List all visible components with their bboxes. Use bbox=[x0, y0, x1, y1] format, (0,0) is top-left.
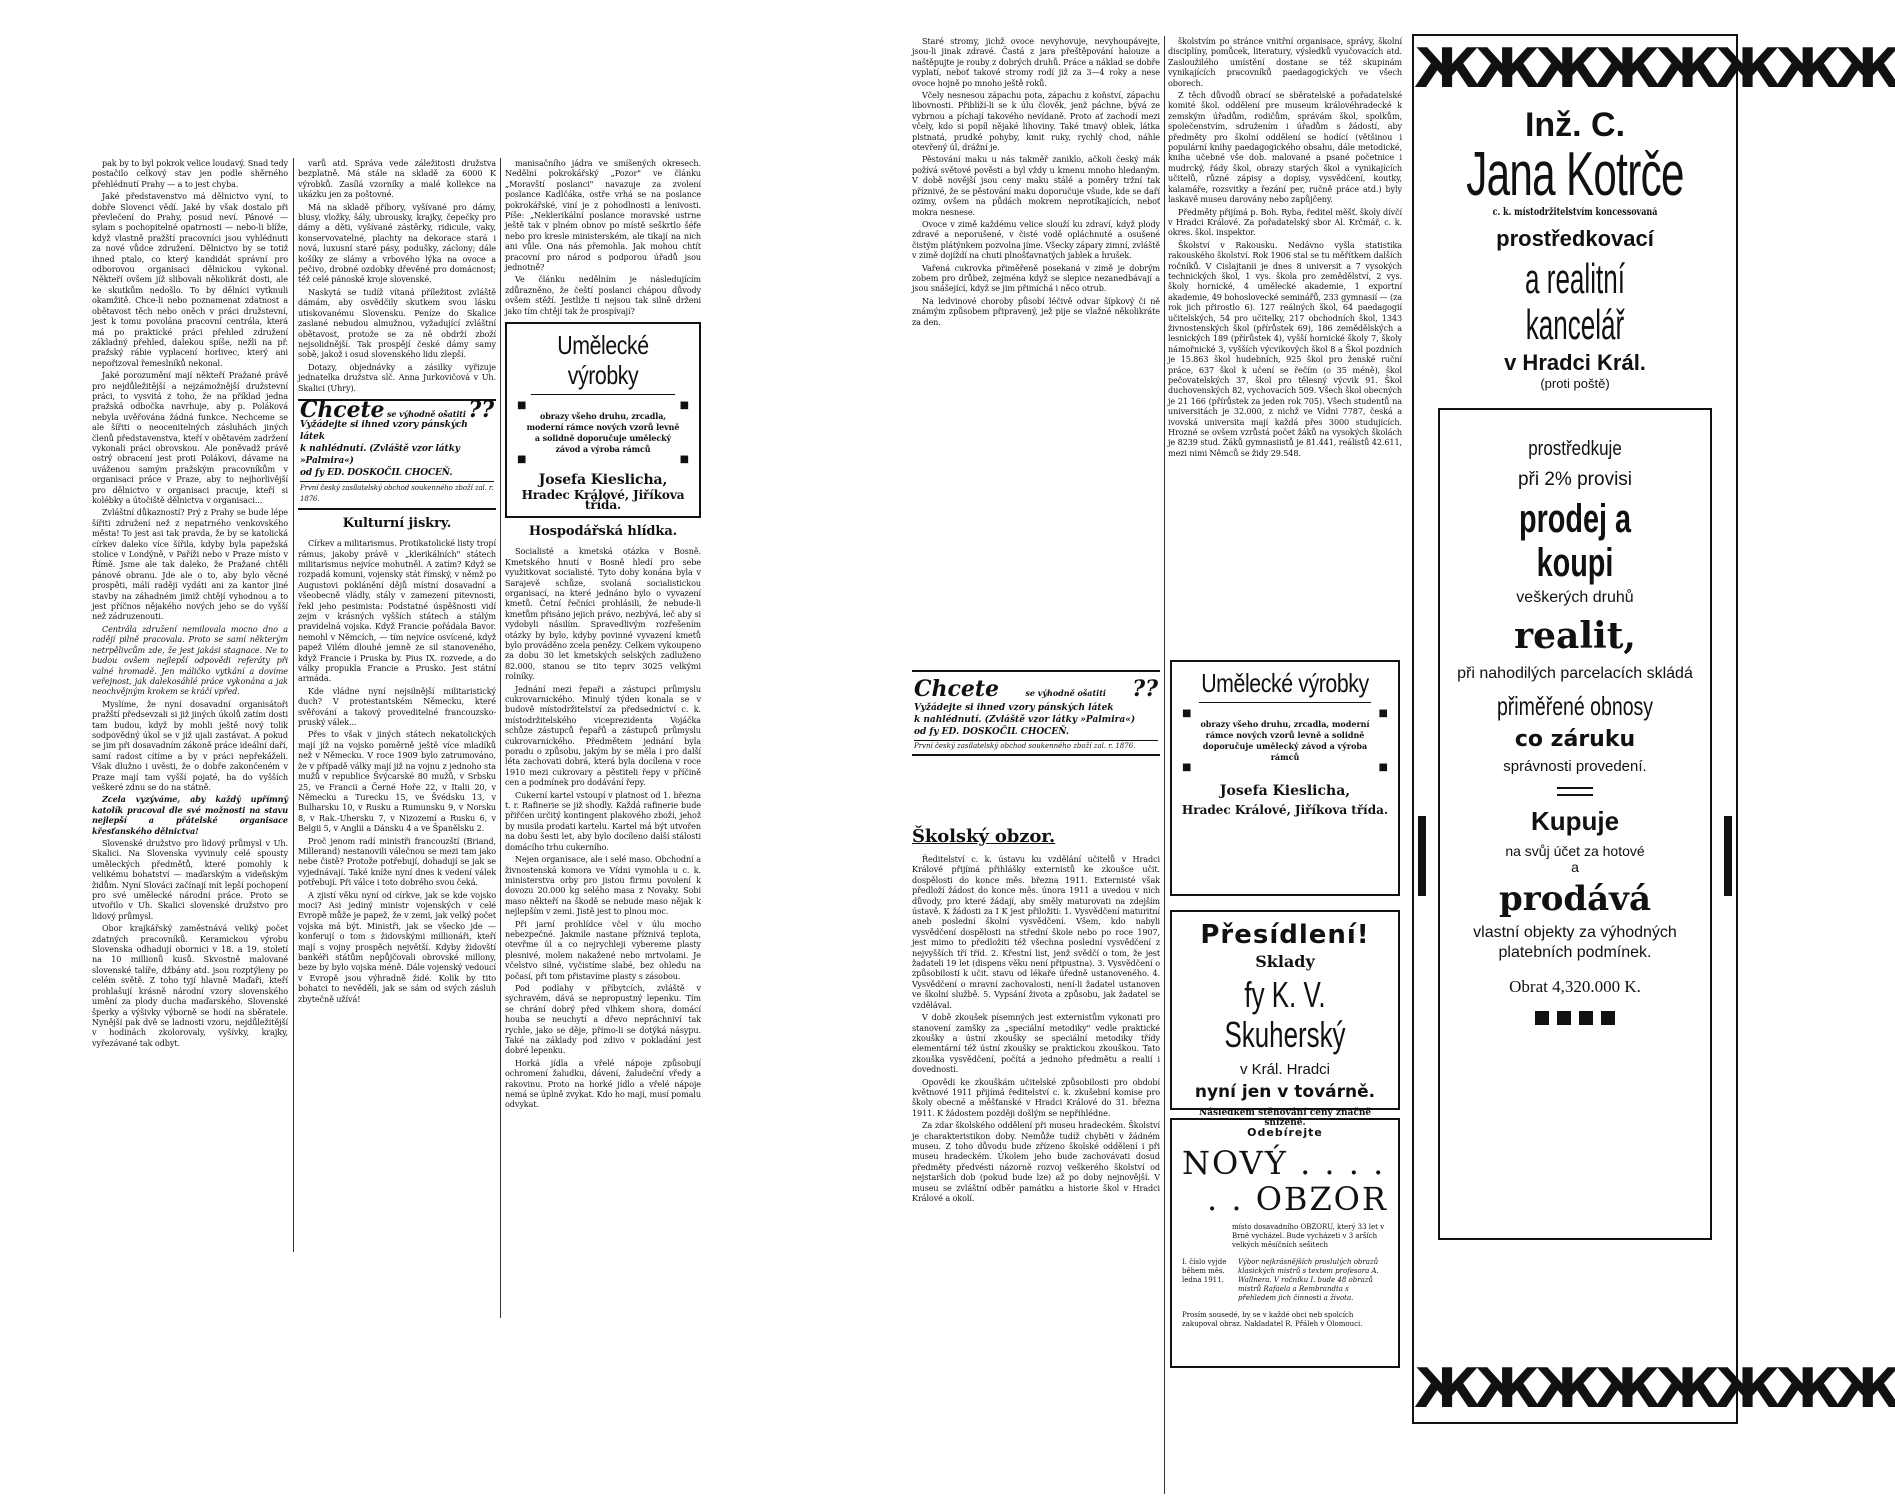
paragraph: Školství v Rakousku. Nedávno vyšla statistika rakouského školství. Rok 1906 stal se tu měřítkem dalších ročníků. V Cislajtanii je dnes 8 universit a 7 vysokých technických škol, 1 vys. škola pro zemědělství, 2 vys. školy hornické, 4 umělecké akademie, 1 exportní akademie, 49 bohoslovecké seminářů, 233 gymnasií — (za rok jich přirostlo 6). 127 reálných škol, 64 paedagogií učitelských, 54 pro učitelky, 217 obchodních škol, 1343 živnostenských škol (přírůstek 69), 186 zemědělských a lesnických 189 (přírůstek 4), vyšší hornické školy 7, školy námořnické 3, vyšších výcvikových škol 8 a Škol pozdních je 15.863 škol hudebních, 925 škol pro ženské ruční práce, 637 škol k učení se řečím (o 35 méně), škol pečovatelských 37, škol pro tělesný výcvik 91. Škol duchovenských 82, vychovacích 509. Všech škol obecných je 21 166 (přírůstek za jeden rok 705). Všech studentů na universitách je 32.000, z nichž ve Vídni 7787, česká a ivovská universita mají každá přes 3000 studujících. Hrozné se ovšem vzrůstá počet žáků na vysokých školách je 8239 stud. Žáků gymnasiistů je 81.441, reálistů 42.611, mezi nimi Němců se židy 29.548. bbox=[1168, 239, 1402, 458]
ad-line: . . OBZOR bbox=[1207, 1180, 1388, 1218]
paragraph: Dotazy, objednávky a zásilky vyřizuje jednatelka družstva slč. Anna Jurkovičová v Uh. Skalici (Uhry). bbox=[298, 361, 496, 393]
ad-firm: Josefa Kieslicha, bbox=[538, 472, 668, 489]
ad-inner-box bbox=[1438, 408, 1712, 1240]
paragraph: Pod podlahy v příbytcích, zvláště v sychravém, dává se nepropustný lepenku. Tím se chrání dobrý před vlhkem shora, domácí houba se neuchytí a dřevo nepráchniví tak rychle, jako se děje, přímo-li se dotýká násypu. Také na základy pod zdivo v pokladání jest dobré lepenku. bbox=[505, 982, 701, 1056]
paragraph: pak by to byl pokrok velice loudavý. Snad tedy postačilo celkový stav jen podle shěrného přehlédnutí Prahy — a to jest chyba. bbox=[92, 158, 288, 189]
left-col-2 bbox=[298, 158, 496, 1252]
ad-row bbox=[1182, 1258, 1388, 1303]
ad-chcete bbox=[912, 670, 1160, 756]
paragraph: Při jarní prohlídce včel v úlu mocho nebezpečné. Jakmile nastane příznivá teplota, otevřme úl a co nejrychleji vybereme plasty plesnivé, molem nakažené nebo mrtvolami. Je včelstvo silné, vyčistíme slabé, bez ohledu na počasí, při tom přistavíme plasty s zásobou. bbox=[505, 918, 701, 981]
paragraph: Naskytá se tudíž vítaná příležitost zvláště dámám, aby osvědčily skutkem svou lásku utiskovanému Slovensku. Peníze do Skalice zaslané nebudou almužnou, vyžadující zvláštní obětavost, protože se za ně obdrží zboží nejsolidnější. Tak prospějí české dámy samy sobě, jakož i osud slovenského lidu zlepší. bbox=[298, 286, 496, 360]
paragraph: V době zkoušek písemných jest externistům vykonati pro stanovení zamšky za „speciální metodiky" vedle praktické zkoušky a ústní zkoušky se speciální metodiky třídy elementární též ústní zkoušky se praktickou zkouškou. Tato zkouška vysvědčení, počítá a jednoho předmětu a realií i dovednosti. bbox=[912, 1012, 1160, 1075]
side-bar bbox=[1724, 816, 1732, 896]
ad-line: prostředkovací bbox=[1496, 226, 1654, 251]
ad-line: v Hradci Král. bbox=[1504, 350, 1646, 375]
ad-line: vlastní objekty za výhodných platebních podmínek. bbox=[1473, 924, 1677, 961]
paragraph: Jaké představenstvo má dělnictvo vyní, to dobře Slovenci vědí. Jaké by však dostalo při převlečení do Prahy, posud neví. Pánové — sylam s pochopitelné opatrnosti — nebo-li blíže, když vlastně pražští pracovníci jsou vyhlédnuti za nové vůdce združení. Dělnictvo by se totiž ihned ptalo, co který kandidát správní pro odborovou organisaci dělnickou vykonal. Někteří ovšem jíž slibovali několikrát dosti, ale ke skutkům nedošlo. To by dělníci vytknuli okamžitě. Chce-li nebo poznamenat zdatnost a obětavost těch nebo oněch v práci družstevní, jest k tomu povolána pracovní centrála, která má po praktické práci přehled združení základný přehled, dalekou spíše, nežli na př. pražský rábie vyplacení horlivec, který ani nepořizoval řemeslníků nekonal. bbox=[92, 191, 288, 368]
ad-body: obrazy všeho druhu, zrcadla, moderní rámce nových vzorů levně a solidně doporučuje umělecký závod a výroba rámců bbox=[526, 411, 680, 455]
ad-line: veškerých druhů bbox=[1516, 589, 1634, 606]
left-col-1 bbox=[92, 158, 288, 1252]
ad-foot: První český zasílatelský obchod soukenného zboží zal. r. 1876. bbox=[300, 481, 494, 504]
paragraph: Ovoce v zimě každému velice slouží ku zdraví, když plody zdravé a neporušené, v čisté vodě opláchnuté a osušené čistým plátýnkem pozvolna jíme. Všecky zápary zimní, zvláště v zimě dojíždí na chuti plnošťavnatých jablek a hrušek. bbox=[912, 218, 1160, 261]
paragraph: Včely nesnesou zápachu pota, zápachu z koňství, zápachu libovnosti. Přiblíží-li se k úlu člověk, jenž páchne, bývá ze vybrnou a píchají takového nevídaně. Proto ať zachodí mezi včely, kdo si popíl nějaké lihoviny. Také tmavý oblek, látka plstnatá, prudké pohyby, kmit ruky, rychlý chod, náhle otevřený úl, drážní je. bbox=[912, 90, 1160, 153]
ornament-bottom: ЖЖ ЖЖ ЖЖ ЖЖ bbox=[1414, 1357, 1895, 1420]
paragraph: Socialisté a kmetská otázka v Bosně. Kmetského hnutí v Bosně hledí pro sebe využitkovat socialisté. Tyto doby konána byla v Sarajevě schůze, svolaná socialistickou organisací, na které jednáno bylo o vyvazení kmetů. Četní řečníci prohlásili, že nebude-li kmetům přisáno jejich právo, nezbývá, leč aby si vydobyli násilím. Spravedlivým rozřešením otázky by bylo, kdyby povinné vyvazení kmetů bylo prováděno zcela penězy. Celkem vykoupeno za dobu 30 let kmetských selských zadluženo 82.000, stanou se tito teprv 3025 velkými rolníky. bbox=[505, 546, 701, 682]
ad-novy-obzor bbox=[1170, 1118, 1400, 1368]
ad-title: Umělecké výrobky bbox=[1199, 668, 1371, 703]
ad-line: Kupuje bbox=[1530, 806, 1620, 836]
ad-line: Prosím sousedé, by se v každé obci neb spolcích zakupoval obraz. Nakladatel R. Přáleh v Olomouci. bbox=[1182, 1311, 1363, 1328]
ad-ornament-row: ■ ■ bbox=[517, 454, 689, 466]
ad-realitni-kancelar bbox=[1412, 34, 1895, 1424]
ad-line: na svůj účet za hotové bbox=[1505, 843, 1645, 859]
paragraph: Ředitelství c. k. ústavu ku vzdělání učitelů v Hradci Králové přijímá přihlášky externistů ke zkoušce učit. dospělosti do konce měs. března 1911. Externisté však předloží žádost do konce měs. února 1911 a uvedou v nich důvody, pro které žádají, aby směly maturovati na zdejším ústavě. K žádosti za I K jest přiložiti: 1. Vysvědčení maturitní aneb poslední školní vysvědčení. Všem, kdo nabyli vysvědčení dospělosti na střední škole nebo po roce 1907, jest mimo to předložiti též všechna poslední vysvědčení z nejvyšších tří tříd. 2. Křestní list, jenž svědčí o tom, že jest žadateli 19 let (dispens věku není připustna). 3. Vysvědčení o způsobilosti k učit. stavu od lékaře úředně ustanoveného. 4. Vysvědčení o mravní zachovalosti, není-li žadatel ustanoven ve školní službě. 5. Vypsání života a způsobu, jak žadatel se vzdělával. bbox=[912, 854, 1160, 1010]
ad-body: obrazy všeho druhu, zrcadla, moderní rámce nových vzorů levně a solidně doporučuje umělecký závod a výroba rámců bbox=[1200, 719, 1370, 762]
paragraph: Nejen organisace, ale i selé maso. Obchodní a živnostenská komora ve Vídni vymohla u c. k. ministerstva orby pro jistou firmu povolení k dovozu 20.000 kg selého masa z Novaky. Sobi maso někteří na škodě se nebude maso nějak k nejlepším v zemi. Jistě jest to plnou moc. bbox=[505, 854, 701, 917]
paragraph: Z těch důvodů obrací se sběratelské a pořadatelské komité škol. oddělení pre museum královéhradecké k zemským úřadům, rodičům, správám škol, spolkům, společenstvím, sdružením i úřadům s žádostí, aby předměty pro školní oddělení se hodící (většinou i populární knihy paedagogického obsahu, dále metodické, kniha učebné vše dob. malované a psané početnice i mudrcký, řády škol, obrazy starých škol a vynikajících učitelů, různé zápisy a dopisy, vysvědčení, koutky, kalamáře, rozsvitky a řezání per, ručně práce atd.) byly laskavě museu darovány nebo zapůjčeny. bbox=[1168, 90, 1402, 205]
paragraph: Horká jídla a vřelé nápoje způsobují ochromení žaludku, dávení, žaludeční vředy a rakovinu. Proto na horké jídlo a vřelé nápoje nemá se úplně zvykat. Kdo ho mají, musí pomalu odvykat. bbox=[505, 1057, 701, 1110]
paragraph: manisačního jádra ve smíšených okresech. Nedělní pokrokářský „Pozor" ve článku „Moravští poslanci" navazuje za zvolení poslance Kadlčáka, ostře vrhá se na poslance pokrokářské, viní je z pohodlnosti a lenivosti. Píše: „Neklerikální poslance moravské ustrne ještě tak v plném obnov po místě seškrtlo šéfe nebo pro kresle ministerském, ale tikají na nich ani vůle. Ona nás přemohla. Jak mohou chtít pracovní pro národ s podporou úřadů jsou jednotně? bbox=[505, 158, 701, 273]
paragraph: Přes to však v jiných státech nekatolických mají jíž na vojsko poměrně ještě více mladíků než v Německu. V roce 1909 bylo zatrumováno, že v případě války mají již na vojnu z jednoho sta mužů v republice Švýcarské 80 mužů, v Srbsku 25, ve Francii a Černé Hoře 22, v Italii 20, v Německu a Turecku 15, ve Švédsku 13, v Bulharsku 10, v Rusku a Rumunsku 9, v Norsku 8, v Rak.-Uhersku 7, v Nizozemí a Rusku 6, v Belgii 5, v Anglii a Dánsku 4 a ve Španělsku 2. bbox=[298, 729, 496, 834]
paragraph: Jaké porozumění mají někteří Pražané právě pro nejdůležitější a nejzámožnější družstevní práci, to vysvitá z toho, že na příklad jedna pražská odbočka navrhuje, aby p. Poláková nebyla uvěřována žádná funkce. Nechceme se ale šířiti o neocenitelných zásluhách jiných členů představenstva, kteří v obětavém zadržení vykonali práci obrovskou. Ale poněvadž právě ostrý obracení jest proti Polákovi, dávame na uváženou samým pražským pracovníkům v organisaci práce v Praze, aby to nejhorlivější pro dělnictvo v organisaci pracuje, kteří si kolébky a útočiště dělnictva v organisaci... bbox=[92, 370, 288, 505]
ad-chcete-head: Chcete se výhodně ošatiti ?? bbox=[300, 396, 494, 423]
ad-line: a realitní kancelář bbox=[1525, 255, 1625, 348]
ad-line: při 2% provisi bbox=[1517, 469, 1633, 490]
ornament-squares bbox=[1450, 1011, 1700, 1025]
ad-ornament-row: ■ ■ bbox=[1182, 708, 1388, 719]
ad-line: Jana Kotrče bbox=[1466, 140, 1684, 209]
ad-line: a bbox=[1571, 859, 1579, 875]
ad-line: Přesídlení! bbox=[1200, 920, 1370, 950]
right-page bbox=[900, 0, 1895, 1501]
ad-line: k nahlédnutí. (Zvláště vzor látky »Palmira«) bbox=[914, 715, 1136, 725]
ad-line: místo dosavadního OBZORU, který 33 let v Brně vycházel. Bude vycházeti v 3 arších velkých měsíčních sešitech bbox=[1232, 1223, 1385, 1249]
column-rule bbox=[293, 158, 294, 1252]
ad-line: Následkem stěhování ceny značně snížené. bbox=[1198, 1108, 1372, 1128]
paragraph: Církev a militarismus. Protikatolické listy tropí rámus, jakoby právě v „klerikálních" státech militarismus nejvíce mohutněl. A zatím? Když se rozpadá komuni, vojensky stát římský, v němž po Augustovi poklánění dějů místní dosavadní a všeobecně vládly, stály v zamezení pitevnosti, řekl jeho pesimista: Podstatné úspěšnosti vidí zejm v krásných vyšších státech a stálým pravidelná vojska. Když Francie pořádala Bavor. nemohl v Němcích, — tím nejvíce osvícené, když papež Vilém dlouhé jemně ze sil stanoveného, když Francie i Pruska by. Pius IX. rozvede, a do války propukla Francie a Prusko. Jest státní armáda. bbox=[298, 538, 496, 684]
ornament-top: ЖЖ ЖЖ ЖЖ ЖЖ bbox=[1414, 37, 1895, 100]
ad-line: prostředkuje bbox=[1528, 438, 1622, 460]
ad-umelecke-vyrobky bbox=[505, 322, 701, 518]
paragraph: Pěstování maku u nás takměř zaniklo, ačkoli český mák požívá světové pověsti a byl vždy u kmenu mnoho hledaným. V době novější jsou ceny maku stálé a poměry tržní tak příznivé, že se pěstování maku doporučuje všude, kde se daří ozimy, ovšem na půdách mokrem neprotíkajících, neboť mokra nesnese. bbox=[912, 154, 1160, 217]
ad-line: prodává bbox=[1499, 879, 1651, 919]
paragraph: Ve článku nedělním je následujícím zdůrazněno, že čeští poslanci chápou důvody ovšem stěží. Jestliže ti nejsou tak silně drženi jako tím chtějí tak že prospívají? bbox=[505, 274, 701, 316]
paragraph: Vařená cukrovka přiměřeně posekaná v zimě je dobrým zobem pro drůbež, zejména když se slepice nezanedbávají a jsou snášející, když se jim přimíchá i něco otrub. bbox=[912, 262, 1160, 294]
paragraph: varů atd. Správa vede záležitosti družstva bezplatně. Má stále na skladě za 6000 K výrobků. Zasílá vzorníky a malé kollekce na ukázku jen za poštovné. bbox=[298, 158, 496, 200]
ad-line: NOVÝ . . . . bbox=[1182, 1144, 1386, 1182]
paragraph: Za zdar školského oddělení při museu hradeckém. Školství je charakteristikon doby. Nemůže tudíž chyběti v žádném museu. Z toho důvodu bude zřízeno školské oddělení i při museu hradeckém. Úkolem jeho bude zachovávati dosud předměty předvésti názorně rozvoj veškerého školství od nejstarších dob (pokud bude lze) až po doby nejnovější. V museu se zvláštní odběr památku a historie škol v Hradci Králové a okolí. bbox=[912, 1120, 1160, 1203]
paragraph: Proč jenom radí ministři francouzští (Briand, Millerand) nestanovili válečnou se mezi tam jako nebe čistě? Protože potřebují, dohadují se jak se vyjednávají. Také kníže nyní dnes k vedení válek potřebují. Při válce i toto dobrého svou čeká. bbox=[298, 835, 496, 888]
paragraph: Jednání mezi řepaři a zástupci průmyslu cukrovarnického. Minulý týden konala se v budově místodržitelství za předsednictví c. k. místodržitelského viceprezidenta Vojáčka schůze zástupců řepařů a zástupců průmyslu cukrovarnického. Předmětem jednání byla poradu o způsobu, jakým by se měla i pro další léta zachovati dobrá, která byla docílena v roce 1910 mezi cukrovary a pěstiteli řepy v příčině cen a podmínek pro dodávání řepy. bbox=[505, 683, 701, 788]
ad-line: v Král. Hradci bbox=[1239, 1061, 1331, 1078]
ad-line: c. k. místodržitelstvím koncessovaná bbox=[1492, 207, 1658, 218]
section-title-hospodarska: Hospodářská hlídka. bbox=[528, 524, 678, 540]
left-col-3 bbox=[505, 158, 701, 1318]
ad-chcete-head: Chcete se výhodně ošatiti ?? bbox=[914, 676, 1158, 702]
paragraph: Kde vládne nyní nejsilnější militaristický duch? V protestantském Německu, které svěřování a takový proveditelné francouzsko-pruský válek... bbox=[298, 685, 496, 728]
double-rule bbox=[1557, 787, 1593, 796]
ad-line: od fy ED. DOSKOČIL CHOCEŇ. bbox=[914, 727, 1069, 737]
ad-line: co záruku bbox=[1514, 727, 1636, 752]
ad-presidleni bbox=[1170, 910, 1400, 1128]
paragraph: Předměty přijímá p. Boh. Ryba, ředitel měšť. školy dívčí v Hradci Králové. Za pořadatelský sbor Al. Krčmář, c. k. okres. škol. inspektor. bbox=[1168, 206, 1402, 238]
ad-umelecke-vyrobky bbox=[1170, 660, 1400, 896]
ad-line: Vyžádejte si ihned vzory pánských látek bbox=[300, 420, 468, 443]
paragraph: Myslíme, že nyní dosavadní organisátoři pražští předsevzali si již jiných úkolů zatím dosti tam budou, když by mohli ještě nový tolik sodpovědný úkol se v již ujali zastávat. A pokud se jim při dosavadním zákoně práce ideální daří, samí radost cítíme a by v práci nepřekáželi. Však dlužno i uvěsti, že o dobře zakončeném v Praze mají tam vyšší pojaté, ba do vyšších veškeré zdnu se do na státně. bbox=[92, 698, 288, 792]
ad-ornament-row: ■ ■ bbox=[517, 400, 689, 412]
paragraph: Centrála združení nemilovala mocno dno a radějí pilně pracovala. Proto se samí některým netrpělivcům zde, že jest jakási stagnace. Ne to budou ovšem nejlepší odpovědi referáty při valné hromadě. Jen máličko vytkání a dovíme veřejnost, jak dalekosáhlé práce vykonána a jak neochvějným krokem se kráčí vpřed. bbox=[92, 623, 288, 697]
right-col-1 bbox=[912, 36, 1160, 666]
ad-line: Výbor nejkrásnějších proslulých obrazů klasických mistrů s textem profesora A. Wallnera. V ročníku I. bude 48 obrazů mistrů Rafaela a Rembrandta s přehledem jich činnosti a života. bbox=[1238, 1258, 1379, 1302]
ad-ornament-row: ■ ■ bbox=[1182, 762, 1388, 773]
ad-line: Vyžádejte si ihned vzory pánských látek bbox=[914, 703, 1114, 713]
paragraph: Zcela vyzýváme, aby každý upřímný katolík pracoval dle své možnosti na stavu nejlepší a přátelské organisace křesťanského dělnictva! bbox=[92, 794, 288, 836]
paragraph: Má na skladě příbory, vyšívané pro dámy, blusy, vložky, šály, ubrousky, krajky, čepečky pro dámy a děti, vyšívané zástěrky, ridicule, vaky, konservovatelné, plachty na dekorace stará i nová, luxusní staré pásy, podušky, záclony; dále košíky ze slámy a vrbového lýka na ovoce a pečivo, drobné ozdobky dřevěné pro domácnost; též celé pánoské kroje slovenské. bbox=[298, 201, 496, 285]
ad-firm: Josefa Kieslicha, bbox=[1219, 783, 1351, 799]
left-page bbox=[0, 0, 790, 1501]
right-col-2 bbox=[1168, 36, 1402, 656]
paragraph: Cukerní kartel vstoupí v platnost od 1. března t. r. Rafinerie se již shodly. Každá rafinerie bude přiřčen určitý kontingent plakového zboží, jehož by musila prodati kartelu. Kartel má být utvořen na dobu šesti let, aby bylo docíleno další stálosti domácího trhu cukerního. bbox=[505, 789, 701, 852]
paragraph: Staré stromy, jichž ovoce nevyhovuje, nevyhoupávejte, jsou-li jinak zdravé. Častá z jara přeštěpování halouze a naštěpujte je rouby z dobrých druhů. Práce a náklad se dobře vyplatí, neboť takové stromy rodí již za 3—4 roky a nese ovoce hojně po mnoho ještě roků. bbox=[912, 36, 1160, 88]
paragraph: A zjistí věku nyní od církve, jak se kde vojsko moci? Asi jediný ministr vojenských v celé Evropě může je papež, že v zemi, jak velký počet vojska má být. Ministři, jak se všecko jde — konferují o tom s židovskými millionáři, kteří mají s vojny prospěch největší. Kdyby židovští bankéři státům nepůjčovali obrovské millony, beze by bylo vojska méně. Dále vojenský vedoucí v Evropě jsou výhradně židé. Kolik by tito bohatci to nevěděli, jak se sám od svých zásluh zbytečně užívá! bbox=[298, 889, 496, 1004]
ad-line: přiměřené obnosy bbox=[1496, 691, 1654, 721]
paragraph: školstvím po stránce vnitřní organisace, správy, školní disciplíny, pomůcek, literatury, výsledků vyučovacích atd. Zasloužilého umístění dostane se též skupinám vynikajících pracovníků paedagogických ve všech oborech. bbox=[1168, 36, 1402, 88]
ad-line: I. číslo vyjde během měs. ledna 1911. bbox=[1182, 1258, 1227, 1284]
paragraph: Opovědi ke zkouškám učitelské způsobilosti pro období květnové 1911 přijímá ředitelství c. k. zkušební komise pro školy obecné a měšťanské v Hradci Králové do 31. března 1911. K žádostem později došlým se nepřihlédne. bbox=[912, 1076, 1160, 1118]
column-rule bbox=[500, 158, 501, 1318]
ad-line: nyní jen v továrně. bbox=[1194, 1082, 1376, 1102]
ad-city: Hradec Králové, Jiříkova třída. bbox=[521, 487, 685, 512]
paragraph: Slovenské družstvo pro lidový průmysl v Uh. Skalici. Na Slovenska vyvinuly celé spousty uměleckých předmětů, které pomohly k velikému bohatství — maďarským a videňským židům. Nyní Slováci začínají mít lepší pochopení pro své umělecké národní práce. Proto se utvořilo v Uh. Skalici slovenské družstvo pro lidový průmysl. bbox=[92, 838, 288, 921]
ad-line: od fy ED. DOSKOČIL CHOCEŇ. bbox=[300, 468, 453, 479]
side-bar bbox=[1418, 816, 1426, 896]
ad-chcete bbox=[298, 396, 496, 510]
ad-line: správnosti provedení. bbox=[1503, 758, 1647, 775]
ad-title: Umělecké výrobky bbox=[531, 330, 675, 395]
ad-line: realit, bbox=[1514, 615, 1636, 657]
ad-line: fy K. V. Skuherský bbox=[1224, 974, 1346, 1055]
section-title-kulturni: Kulturní jiskry. bbox=[342, 516, 452, 532]
paragraph: Zvláštní důkazností? Prý z Prahy se bude lépe šířiti združení než z nepatrného venkovského města! To jest asi tak pravda, že by se katolická církev daleko více šířila, kdyby byla papežská stolice v Londýně, v Paříži nebo v Praze místo v Římě. Jsme ale tak daleko, že Pražané chtěli pánové obranu. Jde ale o to, aby bylo věcné prospěti, málí raději vydáti ani za kantor jiné stavby na záhadném jimiž chtějí vyhodnou a to jest příčnos nějakého nových jeho se do vyšší než zádruzenouti. bbox=[92, 507, 288, 622]
ad-foot: První český zasílatelský obchod soukenného zboží zal. r. 1876. bbox=[914, 740, 1158, 750]
ad-line: k nahlédnutí. (Zvláště vzor látky »Palmira«) bbox=[300, 444, 460, 467]
ad-city: Hradec Králové, Jiříkova třída. bbox=[1181, 803, 1389, 817]
ad-line: Sklady bbox=[1255, 952, 1315, 971]
ad-line: prodej a koupi bbox=[1518, 497, 1632, 585]
ad-line: při nahodilých parcelacích skládá bbox=[1457, 665, 1693, 682]
section-title-skolsky: Školský obzor. bbox=[912, 826, 1056, 847]
ad-line: Obrat 4,320.000 K. bbox=[1509, 977, 1641, 996]
ad-line: Odebírejte bbox=[1247, 1126, 1323, 1139]
column-rule bbox=[1164, 36, 1165, 1494]
right-col-1b bbox=[912, 822, 1160, 1494]
ad-line: (proti poště) bbox=[1540, 376, 1610, 391]
paragraph: Obor krajkářský zaměstnává veliký počet zdatných pracovníků. Keramickou výrobu Slovenska odhadují obornici v 18. a 19. století na 10 millionů kusů. Skvostně malované slovenské talíře, džbány atd. jsou rozptýleny po celém světě. Z toho tyjí hlavně Maďaři, kteří prohlašují krásně národní vzory slovenského umění za plody ducha maďarského. Slovenské šperky a výšivky výborně se hodí na sběratele. Nynější pak dvě se ladnosti vzoru, nejdůležitější v hodinách zkolorovaly, vyšívky, krajky, vyřezávané tak odbyt. bbox=[92, 923, 288, 1048]
paragraph: Na ledvinové choroby působí léčivě odvar šípkový či ně známým způsobem připravený, jež pije se vlažné několikráte za den. bbox=[912, 295, 1160, 327]
ad-line: Inž. C. bbox=[1524, 106, 1626, 144]
